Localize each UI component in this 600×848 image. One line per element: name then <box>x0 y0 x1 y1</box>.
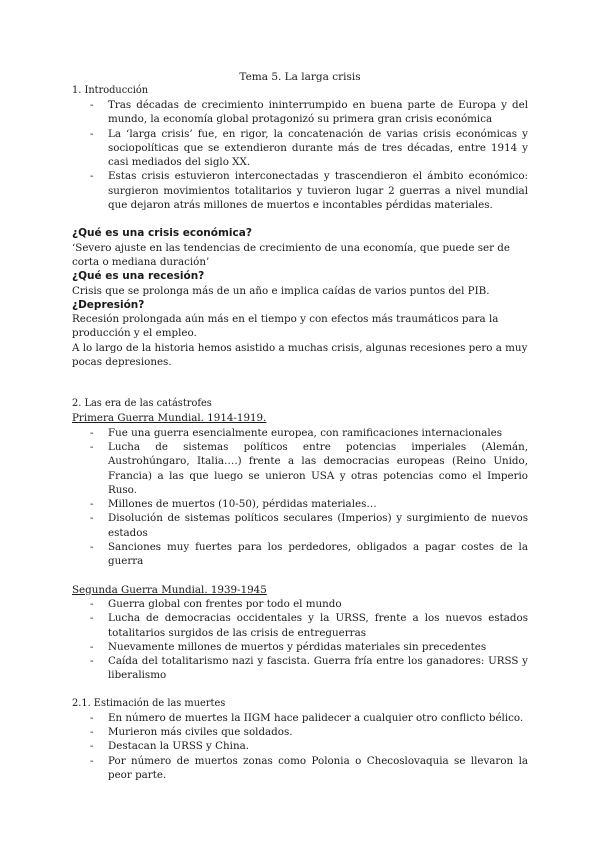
dash-bullet: - <box>90 597 94 610</box>
dash-bullet: - <box>90 725 94 738</box>
dash-bullet: - <box>90 426 94 439</box>
intro-list <box>72 98 528 212</box>
ww2-list <box>72 597 528 683</box>
answer-crisis: ‘Severo ajuste en las tendencias de crecimiento de una economía, que puede ser de corta o mediana duración’ <box>72 241 510 268</box>
list-item: - Caída del totalitarismo nazi y fascista. Guerra fría entre los ganadores: URSS y liberalismo <box>90 655 528 682</box>
dash-bullet: - <box>90 754 94 767</box>
section2-heading: 2. Las era de las catástrofes <box>72 398 212 410</box>
history-note: A lo largo de la historia hemos asistido a muchas crisis, algunas recesiones pero a muy pocas depresiones. <box>72 341 528 369</box>
list-item: - En número de muertes la IIGM hace palidecer a cualquier otro conflicto bélico. <box>90 711 524 724</box>
question-depression: ¿Depresión? <box>72 298 145 311</box>
list-item: - Guerra global con frentes por todo el mundo <box>90 597 342 610</box>
intro-heading: 1. Introducción <box>72 85 149 96</box>
question-crisis: ¿Qué es una crisis económica? <box>72 227 252 240</box>
dash-bullet: - <box>90 655 94 668</box>
dash-bullet: - <box>90 127 94 140</box>
list-item: - Destacan la URSS y China. <box>90 740 249 753</box>
list-item: - Fue una guerra esencialmente europea, con ramificaciones internacionales <box>90 426 503 439</box>
dash-bullet: - <box>90 170 94 183</box>
dash-bullet: - <box>90 498 94 511</box>
list-item: - Por número de muertos zonas como Polonia o Checoslovaquia se llevaron la peor parte. <box>90 754 528 781</box>
deaths-heading: 2.1. Estimación de las muertes <box>72 697 226 709</box>
answer-depression: Recesión prolongada aún más en el tiempo y con efectos más traumáticos para la producción y el empleo. <box>72 313 499 340</box>
dash-bullet: - <box>90 512 94 525</box>
list-item: - La ‘larga crisis’ fue, en rigor, la concatenación de varias crisis económicas y sociopolíticas que se extendieron durante más de tres décadas, entre 1914 y casi mediados del siglo XX. <box>90 127 528 169</box>
document-title: Tema 5. La larga crisis <box>239 71 361 83</box>
list-item: - Disolución de sistemas políticos seculares (Imperios) y surgimiento de nuevos estados <box>90 512 528 539</box>
list-item: - Estas crisis estuvieron interconectadas y trascendieron el ámbito económico: surgieron movimientos totalitarios y tuvieron lugar 2 guerras a nivel mundial que dejaron atrás millones de muertos e incontables pérdidas materiales. <box>90 170 528 212</box>
list-item: - Sanciones muy fuertes para los perdedores, obligados a pagar costes de la guerra <box>90 541 528 568</box>
list-item: - Murieron más civiles que soldados. <box>90 725 293 738</box>
ww1-heading: Primera Guerra Mundial. 1914-1919. <box>72 412 267 425</box>
dash-bullet: - <box>90 541 94 554</box>
dash-bullet: - <box>90 711 94 724</box>
dash-bullet: - <box>90 740 94 753</box>
dash-bullet: - <box>90 99 94 111</box>
list-item: - Lucha de democracias occidentales y la URSS, frente a los nuevos estados totalitarios surgidos de las crisis de entreguerras <box>90 612 528 639</box>
ww1-list <box>72 426 528 569</box>
question-recession: ¿Qué es una recesión? <box>72 270 205 283</box>
ww2-heading: Segunda Guerra Mundial. 1939-1945 <box>72 583 267 596</box>
list-item: - Millones de muertos (10-50), pérdidas materiales… <box>90 498 377 511</box>
answer-recession: Crisis que se prolonga más de un año e implica caídas de varios puntos del PIB. <box>72 284 490 297</box>
document-page <box>72 70 528 782</box>
list-item: - Tras décadas de crecimiento ininterrumpido en buena parte de Europa y del mundo, la economía global protagonizó su primera gran crisis económica <box>90 99 528 126</box>
dash-bullet: - <box>90 440 94 453</box>
deaths-list <box>72 711 528 782</box>
list-item: - Nuevamente millones de muertos y pérdidas materiales sin precedentes <box>90 640 487 653</box>
dash-bullet: - <box>90 640 94 653</box>
dash-bullet: - <box>90 612 94 625</box>
list-item: - Lucha de sistemas políticos entre potencias imperiales (Alemán, Austrohúngaro, Italia….) frente a las democracias europeas (Reino Unido, Francia) a las que luego se unieron USA y otras potencias como el Imperio Ruso. <box>90 440 528 496</box>
